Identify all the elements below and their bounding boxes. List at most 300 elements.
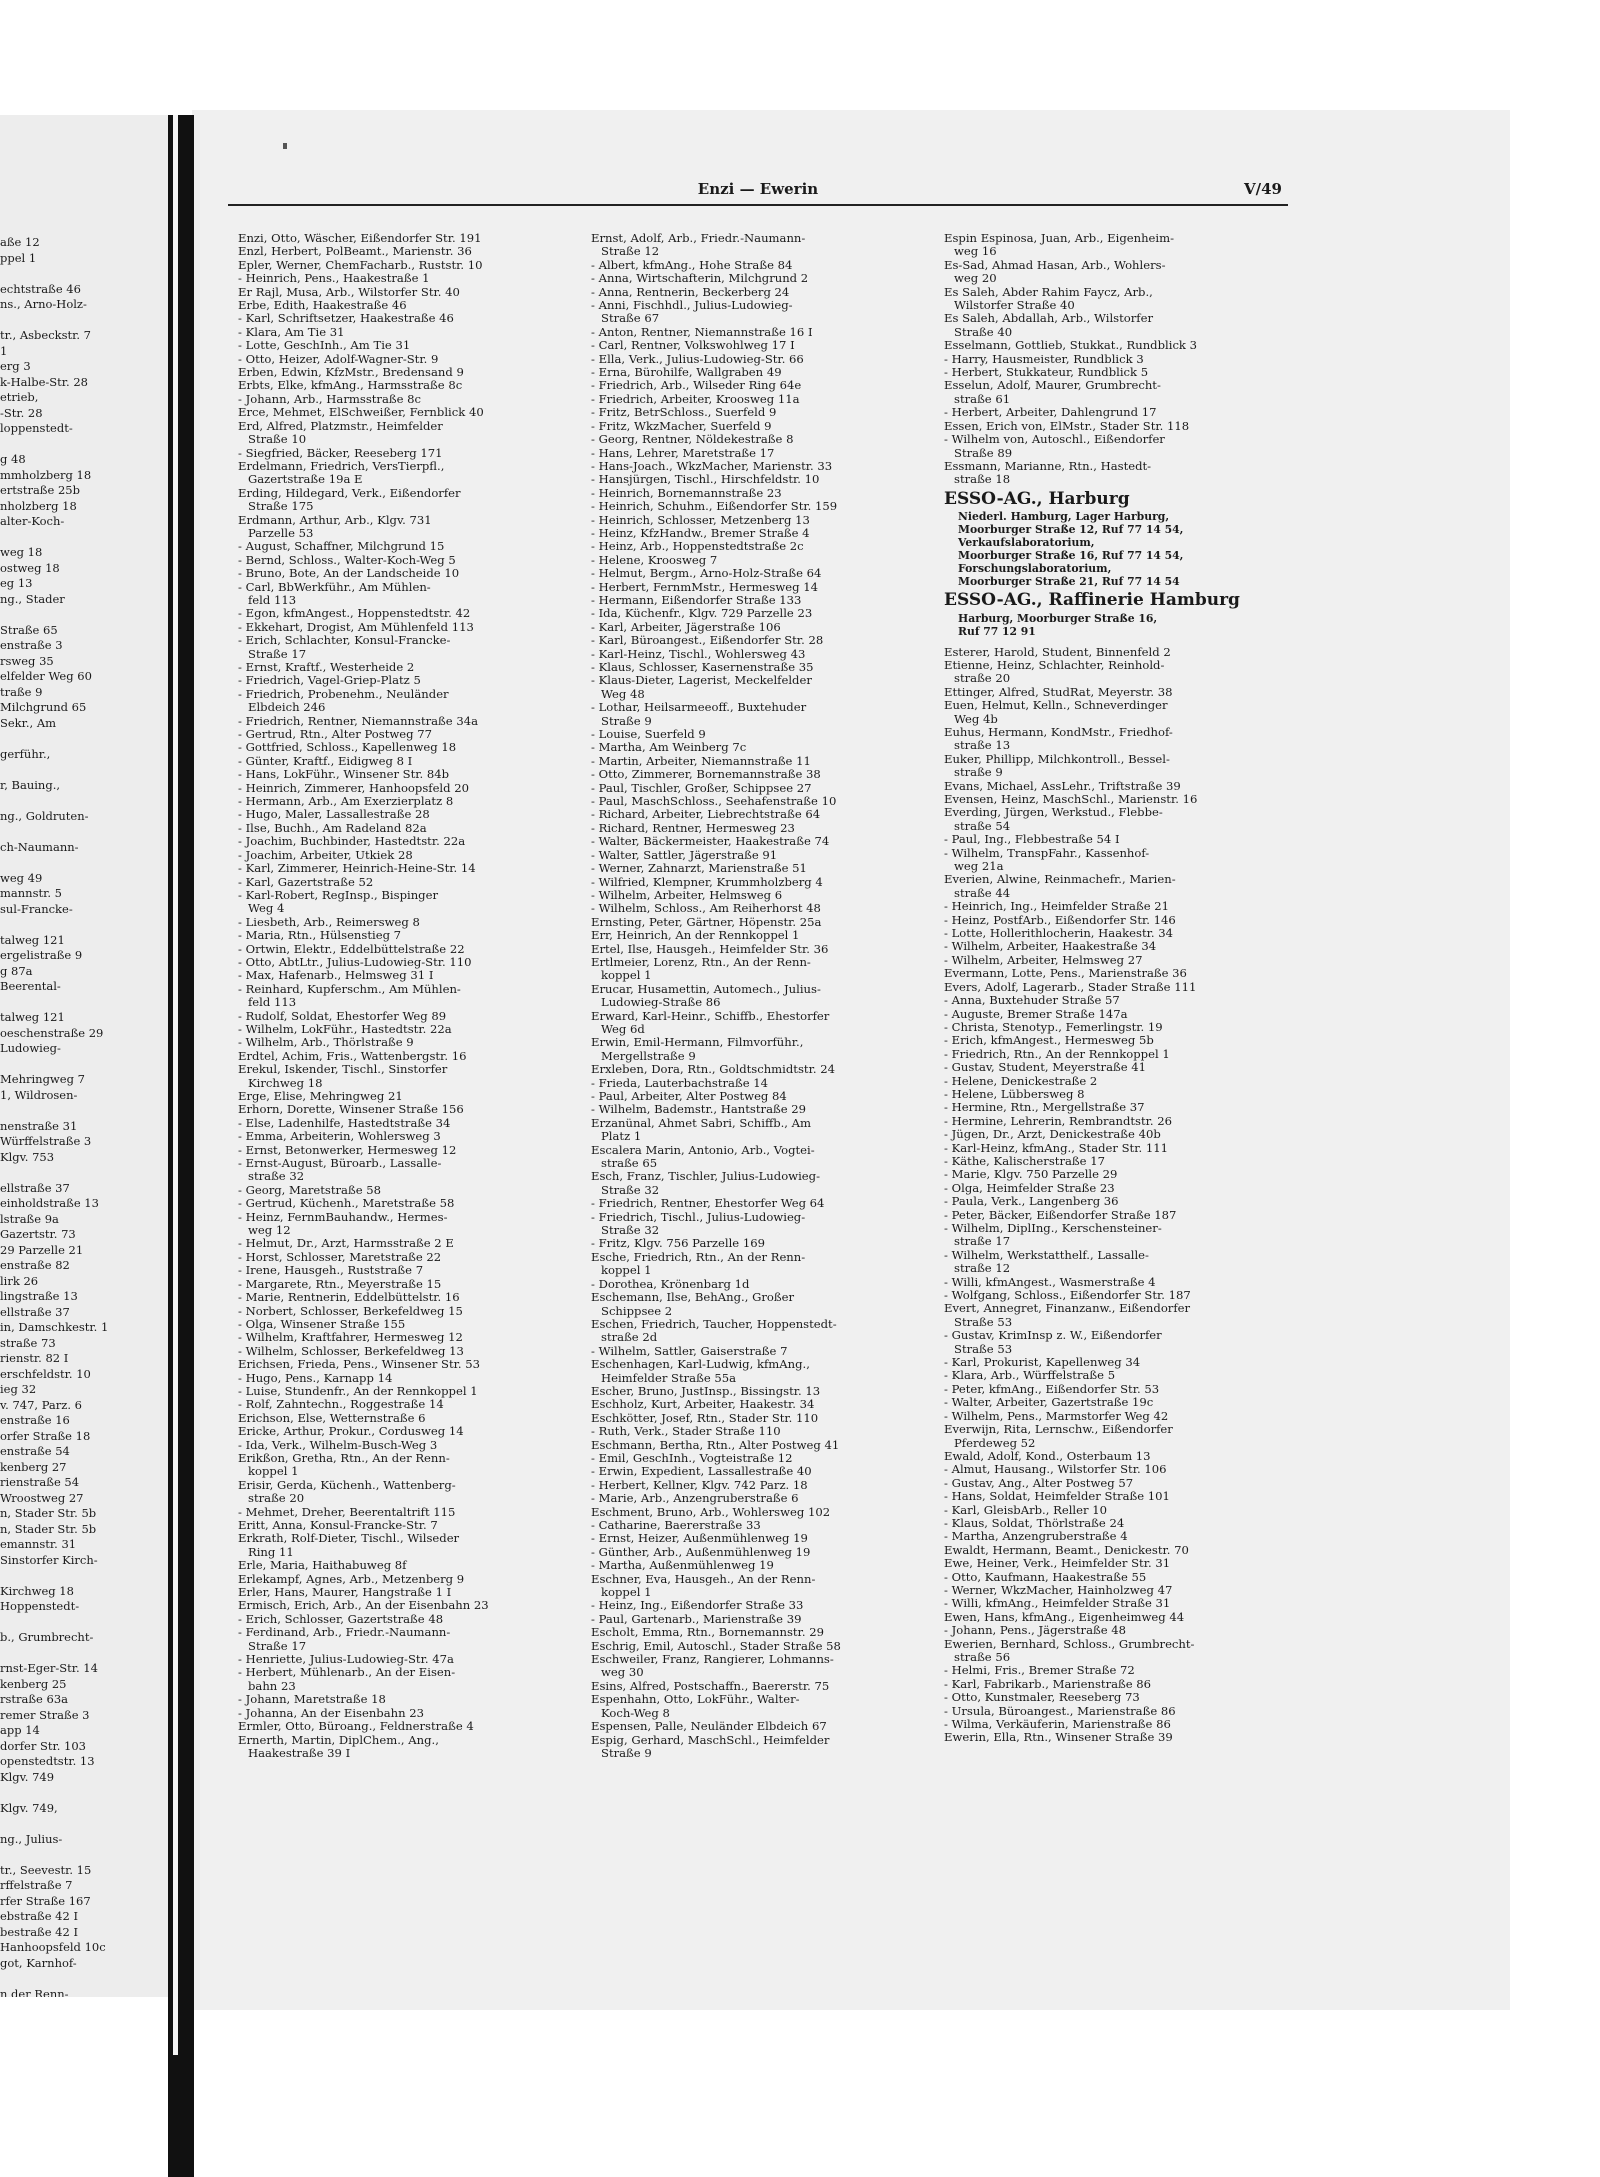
directory-entry-line: Erd, Alfred, Platzmstr., Heimfelder [238,419,443,433]
left-page-line: echtstraße 46 [0,281,81,296]
directory-entry-line: - Lotte, GeschInh., Am Tie 31 [238,339,411,353]
directory-entry-line: straße 54 [954,819,1011,833]
left-page-line: rienstraße 54 [0,1475,80,1489]
left-page-line: tr., Seevestr. 15 [0,1862,92,1877]
left-page-line: Klgv. 753 [0,1149,55,1164]
directory-entry-line: Ewerin, Ella, Rtn., Winsener Straße 39 [944,1731,1173,1745]
directory-entry-line: - Georg, Maretstraße 58 [238,1183,381,1197]
directory-entry-line: - Fritz, BetrSchloss., Suerfeld 9 [591,406,777,420]
directory-entry-line: - Herbert, Mühlenarb., An der Eisen- [238,1666,456,1680]
esso-harburg-heading: ESSO-AG., Harburg [944,488,1130,509]
company-detail-line: Moorburger Straße 12, Ruf 77 14 54, [958,523,1184,537]
directory-entry-line: Eschrig, Emil, Autoschl., Stader Straße 58 [591,1639,841,1653]
directory-entry-line: - Mehmet, Dreher, Beerentaltrift 115 [238,1505,456,1519]
directory-entry-line: Everding, Jürgen, Werkstud., Flebbe- [944,806,1163,820]
directory-entry-line: - Emma, Arbeiterin, Wohlersweg 3 [238,1130,441,1144]
directory-entry-line: - Walter, Bäckermeister, Haakestraße 74 [591,835,830,849]
directory-entry-line: Gazertstraße 19a E [248,473,363,487]
directory-entry-line: - Gottfried, Schloss., Kapellenweg 18 [238,741,457,755]
left-page-line [0,1816,170,1832]
directory-entry-line: Escher, Bruno, JustInsp., Bissingstr. 13 [591,1384,821,1398]
left-page-line [0,1785,170,1801]
directory-entry-line: - Johann, Arb., Harmsstraße 8c [238,392,422,406]
left-page-line: Ludowieg- [0,1041,61,1055]
left-page-line [0,917,170,933]
directory-entry-line: - Heinrich, Zimmerer, Hanhoopsfeld 20 [238,781,469,795]
directory-entry-line: - Hermann, Arb., Am Exerzierplatz 8 [238,795,454,809]
left-page-line [0,824,170,840]
directory-entry-line: - Erna, Bürohilfe, Wallgraben 49 [591,366,782,380]
directory-entry-line: - Herbert, Arbeiter, Dahlengrund 17 [944,406,1157,420]
directory-entry-line: - Johann, Maretstraße 18 [238,1693,386,1707]
directory-entry-line: - Paul, Tischler, Großer, Schippsee 27 [591,781,812,795]
left-page-line [0,855,170,871]
directory-entry-line: - Ernst-August, Büroarb., Lassalle- [238,1157,442,1171]
directory-entry-line: - Werner, WkzMacher, Hainholzweg 47 [944,1583,1173,1597]
directory-entry-line: - Günter, Kraftf., Eidigweg 8 I [238,754,413,768]
directory-entry-line: weg 12 [248,1224,291,1238]
directory-entry-line: - Hans, Lehrer, Maretstraße 17 [591,446,775,460]
directory-entry-line: koppel 1 [601,1264,652,1278]
left-page-line: got, Karnhof- [0,1955,77,1970]
directory-entry-line: - Joachim, Buchbinder, Hastedtstr. 22a [238,835,466,849]
left-page-line: in, Damschkestr. 1 [0,1320,109,1334]
directory-entry-line: straße 56 [954,1651,1011,1664]
directory-entry-line: Esins, Alfred, Postschaffn., Baererstr. 75 [591,1679,830,1693]
directory-entry-line: - Willi, kfmAng., Heimfelder Straße 31 [944,1597,1171,1611]
directory-entry-line: - Emil, GeschInh., Vogteistraße 12 [591,1451,793,1465]
left-page-line: ertstraße 25b [0,483,80,497]
esso-raffinerie-heading: ESSO-AG., Raffinerie Hamburg [944,590,1240,611]
directory-entry-line: - Günther, Arb., Außenmühlenweg 19 [591,1545,811,1559]
directory-entry-line: - Margarete, Rtn., Meyerstraße 15 [238,1277,442,1291]
left-page-line [0,762,170,778]
esso-harburg-details [944,510,1287,588]
directory-entry-line: - Otto, AbtLtr., Julius-Ludowieg-Str. 110 [238,955,472,969]
directory-entry-line: - Wilhelm, DiplIng., Kerschensteiner- [944,1222,1162,1235]
directory-entry-line: - Anna, Rentnerin, Beckerberg 24 [591,285,790,299]
left-page-line: ng., Goldruten- [0,808,89,823]
directory-entry-line: Straße 10 [248,433,307,447]
directory-entry-line: Weg 6d [601,1022,645,1036]
left-page-line [0,313,170,329]
directory-entry-line: - Wilma, Verkäuferin, Marienstraße 86 [944,1718,1171,1732]
directory-entry-line: - Dorothea, Krönenbarg 1d [591,1277,750,1291]
left-page-line: ergelistraße 9 [0,948,83,962]
directory-entry-line: Evert, Annegret, Finanzanw., Eißendorfer [944,1302,1191,1316]
directory-columns [238,232,1288,1760]
directory-entry-line: Straße 175 [248,500,314,514]
directory-entry-line: - Peter, kfmAng., Eißendorfer Str. 53 [944,1382,1160,1396]
directory-entry-line: - Olga, Heimfelder Straße 23 [944,1181,1115,1195]
directory-entry-line: Straße 53 [954,1342,1013,1356]
left-page-line: alter-Koch- [0,514,65,528]
left-page-line: rffelstraße 7 [0,1878,73,1892]
directory-entry-line: - Werner, Zahnarzt, Marienstraße 51 [591,862,807,876]
directory-entry-line: - Wilhelm, Sattler, Gaiserstraße 7 [591,1344,788,1358]
directory-entry-line: Esterer, Harold, Student, Binnenfeld 2 [944,645,1171,659]
directory-entry-line: - Klara, Arb., Würffelstraße 5 [944,1369,1116,1383]
directory-entry-line: Erekul, Iskender, Tischl., Sinstorfer [238,1063,448,1077]
directory-entry-line: - Albert, kfmAng., Hohe Straße 84 [591,258,793,272]
directory-entry-line: - Bruno, Bote, An der Landscheide 10 [238,567,460,581]
directory-entry-line: - Friedrich, Tischl., Julius-Ludowieg- [591,1210,806,1224]
directory-entry-line: Erwin, Emil-Hermann, Filmvorführ., [591,1036,804,1050]
directory-entry-line: bahn 23 [248,1679,296,1693]
directory-entry-line: - Karl, Schriftsetzer, Haakestraße 46 [238,312,454,326]
directory-entry-line: - Friedrich, Rentner, Niemannstraße 34a [238,714,479,728]
directory-entry-line: - Otto, Kunstmaler, Reeseberg 73 [944,1691,1140,1705]
directory-entry-line: - Paula, Verk., Langenberg 36 [944,1195,1119,1209]
directory-entry-line: Erlekampf, Agnes, Arb., Metzenberg 9 [238,1572,465,1586]
directory-entry-line: - Gertrud, Küchenh., Maretstraße 58 [238,1197,455,1211]
left-page-line: erg 3 [0,359,31,373]
directory-entry-line: Escholt, Emma, Rtn., Bornemannstr. 29 [591,1626,824,1640]
directory-entry-line: - Christa, Stenotyp., Femerlingstr. 19 [944,1020,1163,1034]
directory-entry-line: - Wilhelm, Bademstr., Hantstraße 29 [591,1103,807,1117]
directory-entry-line: Etienne, Heinz, Schlachter, Reinhold- [944,658,1165,672]
directory-entry-line: - Friedrich, Probenehm., Neuländer [238,687,449,701]
company-detail-line: Forschungslaboratorium, [958,562,1112,576]
directory-entry-line: - Wilhelm, Arb., Thörlstraße 9 [238,1036,414,1050]
directory-entry-line: Erkrath, Rolf-Dieter, Tischl., Wilseder [238,1532,460,1546]
directory-entry-line: - Ernst, Heizer, Außenmühlenweg 19 [591,1532,808,1546]
page-title: Enzi — Ewerin [697,180,819,198]
directory-entry-line: - Helmut, Dr., Arzt, Harmsstraße 2 E [238,1237,454,1251]
left-page-line: rsweg 35 [0,653,54,668]
book-binding [168,115,194,2177]
directory-entry-line: Enzi, Otto, Wäscher, Eißendorfer Str. 191 [238,232,482,245]
directory-entry-line: Straße 9 [601,1746,652,1760]
directory-entry-line: - Catharine, Baererstraße 33 [591,1519,761,1532]
directory-entry-line: Straße 9 [601,714,652,728]
company-detail-line: Moorburger Straße 21, Ruf 77 14 54 [958,575,1180,589]
directory-entry-line: - Otto, Heizer, Adolf-Wagner-Str. 9 [238,352,439,366]
directory-entry-line: Pferdeweg 52 [954,1436,1036,1450]
directory-entry-line: - Gustav, KrimInsp z. W., Eißendorfer [944,1329,1162,1343]
left-page-line [0,1847,170,1863]
directory-entry-line: - Walter, Sattler, Jägerstraße 91 [591,848,778,862]
directory-entry-line: straße 12 [954,1262,1011,1276]
directory-entry-line: - Hans, Soldat, Heimfelder Straße 101 [944,1490,1170,1504]
directory-entry-line: Erward, Karl-Heinr., Schiffb., Ehestorfer [591,1009,830,1023]
directory-entry-line: Ericke, Arthur, Prokur., Cordusweg 14 [238,1425,464,1439]
directory-entry-line: - Klaus-Dieter, Lagerist, Meckelfelder [591,674,812,688]
directory-entry-line: - Bernd, Schloss., Walter-Koch-Weg 5 [238,553,456,567]
left-page-line: g 87a [0,963,33,978]
directory-entry-line: - Ursula, Büroangest., Marienstraße 86 [944,1704,1176,1718]
left-page-line: tr., Asbeckstr. 7 [0,328,91,342]
directory-entry-line: - Rolf, Zahntechn., Roggestraße 14 [238,1398,444,1412]
directory-entry-line: - Heinrich, Schlosser, Metzenberg 13 [591,513,810,527]
directory-entry-line: straße 20 [954,672,1011,686]
directory-entry-line: weg 16 [954,245,997,259]
directory-entry-line: - Carl, BbWerkführ., Am Mühlen- [238,580,431,594]
left-page-line: ng., Julius- [0,1831,63,1846]
directory-entry-line: straße 65 [601,1157,658,1171]
directory-entry-line: - Friedrich, Vagel-Griep-Platz 5 [238,674,421,688]
left-page-line: enstraße 16 [0,1413,70,1427]
directory-entry-line: Ermler, Otto, Büroang., Feldnerstraße 4 [238,1720,474,1734]
directory-entry-line: - Paul, Gartenarb., Marienstraße 39 [591,1612,802,1626]
directory-entry-line: Eschment, Bruno, Arb., Wohlersweg 102 [591,1505,831,1519]
directory-entry-line: - Erich, Schlosser, Gazertstraße 48 [238,1612,444,1626]
company-detail-line: Harburg, Moorburger Straße 16, [958,611,1158,625]
left-page-line [0,1971,170,1987]
directory-entry-line: Parzelle 53 [248,526,314,540]
directory-entry-line: Euhus, Hermann, KondMstr., Friedhof- [944,725,1173,739]
directory-entry-line: - Richard, Arbeiter, Liebrechtstraße 64 [591,808,821,822]
directory-entry-line: - Martha, Am Weinberg 7c [591,741,747,755]
left-page-line: Straße 65 [0,622,58,637]
directory-entry-line: straße 9 [954,766,1003,780]
directory-entry-line: Eschweiler, Franz, Rangierer, Lohmanns- [591,1653,834,1667]
directory-entry-line: - Richard, Rentner, Hermesweg 23 [591,821,795,835]
directory-entry-line: - Ernst, Kraftf., Westerheide 2 [238,661,415,674]
directory-entry-line: - Helene, Lübbersweg 8 [944,1087,1085,1101]
directory-entry-line: - Ortwin, Elektr., Eddelbüttelstraße 22 [238,942,465,956]
left-page-line: sul-Francke- [0,901,73,916]
directory-entry-line: - Harry, Hausmeister, Rundblick 3 [944,352,1144,366]
directory-entry-line: Erdmann, Arthur, Arb., Klgv. 731 [238,513,432,527]
directory-entry-line: - Ida, Verk., Wilhelm-Busch-Weg 3 [238,1438,438,1452]
left-page-line: ebstraße 42 I [0,1909,79,1923]
directory-entry-line: - Wilhelm, Kraftfahrer, Hermesweg 12 [238,1331,463,1345]
left-page-line [0,1165,170,1181]
directory-entry-line: Er Rajl, Musa, Arb., Wilstorfer Str. 40 [238,285,460,299]
left-page-line: bestraße 42 I [0,1924,79,1939]
directory-entry-line: - Erich, Schlachter, Konsul-Francke- [238,634,451,648]
directory-entry-line: - Wilhelm, Pens., Marmstorfer Weg 42 [944,1409,1169,1423]
left-page-line: app 14 [0,1723,40,1737]
directory-entry-line: Ernsting, Peter, Gärtner, Höpenstr. 25a [591,915,822,929]
directory-entry-line: straße 44 [954,886,1011,900]
left-page-line: weg 18 [0,545,43,559]
directory-entry-line: Ludowieg-Straße 86 [601,996,721,1010]
left-page-line: Mehringweg 7 [0,1072,85,1086]
directory-entry-line: - Käthe, Kalischerstraße 17 [944,1154,1105,1168]
directory-entry-line: - Paul, MaschSchloss., Seehafenstraße 10 [591,795,837,809]
directory-entry-line: Eschemann, Ilse, BehAng., Großer [591,1291,795,1305]
left-page-line: r, Bauing., [0,777,61,792]
directory-entry-line: - Almut, Hausang., Wilstorfer Str. 106 [944,1463,1167,1477]
left-page-line [0,1057,170,1073]
directory-entry-line: - Gustav, Student, Meyerstraße 41 [944,1061,1147,1075]
left-page-line: enstraße 3 [0,638,63,652]
directory-entry-line: straße 18 [954,473,1011,487]
left-page-line: talweg 121 [0,932,65,947]
directory-entry-line: - Wilhelm, Werkstatthelf., Lassalle- [944,1248,1149,1262]
directory-entry-line: Haakestraße 39 I [248,1746,351,1760]
left-page-line: talweg 121 [0,1010,65,1024]
directory-entry-line: - Hermann, Eißendorfer Straße 133 [591,593,802,607]
directory-entry-line: - Ilse, Buchh., Am Radeland 82a [238,821,427,835]
directory-entry-line: feld 113 [248,996,297,1010]
directory-entry-line: - Wilhelm, Arbeiter, Helmsweg 27 [944,953,1143,967]
directory-entry-line: - Helene, Kroosweg 7 [591,553,718,567]
directory-entry-line: weg 20 [954,272,997,286]
directory-entry-line: - Wilhelm, Arbeiter, Haakestraße 34 [944,940,1157,954]
directory-entry-line: - Jügen, Dr., Arzt, Denickestraße 40b [944,1128,1161,1142]
left-page-text [0,235,170,1997]
directory-entry-line: - Klaus, Schlosser, Kasernenstraße 35 [591,661,814,674]
directory-entry-line: Es Saleh, Abdallah, Arb., Wilstorfer [944,312,1153,326]
directory-entry-line: - Friedrich, Arbeiter, Kroosweg 11a [591,392,800,406]
left-page-line [0,266,170,282]
left-page-line [0,1646,170,1662]
directory-entry-line: - Gertrud, Rtn., Alter Postweg 77 [238,728,433,742]
directory-entry-line: - Karl, Büroangest., Eißendorfer Str. 28 [591,634,824,648]
left-page-line: 1 [0,343,8,358]
page-header [228,178,1288,206]
directory-entry-line: Evans, Michael, AssLehr., Triftstraße 39 [944,779,1181,793]
directory-entry-line: straße 17 [954,1235,1011,1249]
left-page-line: elfelder Weg 60 [0,669,92,683]
left-page-line: weg 49 [0,870,43,885]
column-3 [944,232,1287,1760]
directory-entry-line: - Ekkehart, Drogist, Am Mühlenfeld 113 [238,620,474,634]
directory-entry-line: feld 113 [248,593,297,607]
directory-entry-line: - Herbert, FernmMstr., Hermesweg 14 [591,580,819,594]
company-detail-line: Niederl. Hamburg, Lager Harburg, [958,510,1170,524]
directory-entry-line: - Friedrich, Rentner, Ehestorfer Weg 64 [591,1197,825,1211]
directory-entry-line: Weg 48 [601,687,645,701]
directory-entry-line: - Johanna, An der Eisenbahn 23 [238,1706,425,1720]
directory-entry-line: - Gustav, Ang., Alter Postweg 57 [944,1476,1134,1490]
directory-entry-line: Kirchweg 18 [248,1076,323,1090]
directory-entry-line: Ring 11 [248,1545,294,1559]
directory-entry-line: - Georg, Rentner, Nöldekestraße 8 [591,433,794,447]
directory-entry-line: - Ruth, Verk., Stader Straße 110 [591,1425,781,1439]
directory-entry-line: - Friedrich, Rtn., An der Rennkoppel 1 [944,1047,1170,1061]
directory-entry-line: Epler, Werner, ChemFacharb., Ruststr. 10 [238,258,483,272]
directory-entry-line: - Karl-Heinz, Tischl., Wohlersweg 43 [591,647,806,661]
left-page-line: etrieb, [0,390,39,404]
directory-entry-line: Escalera Marin, Antonio, Arb., Vogtei- [591,1143,815,1157]
directory-entry-line: Erhorn, Dorette, Winsener Straße 156 [238,1103,464,1117]
left-page-line: Klgv. 749 [0,1769,55,1784]
directory-entry-line: Esche, Friedrich, Rtn., An der Renn- [591,1250,806,1264]
left-page-line: ieg 32 [0,1382,37,1396]
directory-entry-line: - Carl, Rentner, Volkswohlweg 17 I [591,339,795,353]
directory-entry-line: Straße 89 [954,446,1013,460]
left-page-line: ostweg 18 [0,560,60,575]
directory-entry-line: Ettinger, Alfred, StudRat, Meyerstr. 38 [944,685,1173,699]
directory-entry-line: Erge, Elise, Mehringweg 21 [238,1090,403,1103]
directory-entry-line: Straße 17 [248,1639,307,1653]
left-page-line: g 48 [0,452,26,466]
directory-entry-line: - Heinrich, Bornemannstraße 23 [591,486,782,500]
directory-entry-line: Enzl, Herbert, PolBeamt., Marienstr. 36 [238,245,472,259]
directory-entry-line: Ertel, Ilse, Hausgeh., Heimfelder Str. 36 [591,942,829,956]
directory-entry-line: - Marie, Klgv. 750 Parzelle 29 [944,1168,1118,1182]
left-page-line: ppel 1 [0,250,37,265]
left-page-line [0,1568,170,1584]
directory-entry-line: Erler, Hans, Maurer, Hangstraße 1 I [238,1586,452,1600]
left-page-line [0,607,170,623]
company-detail-line: Verkaufslaboratorium, [958,536,1095,550]
directory-entry-line: Everwijn, Rita, Lernschw., Eißendorfer [944,1423,1173,1437]
left-page-line: lstraße 9a [0,1211,59,1226]
directory-entry-line: - Hansjürgen, Tischl., Hirschfeldstr. 10 [591,473,820,487]
directory-entry-line: Erucar, Husamettin, Automech., Julius- [591,982,821,996]
left-page-line: lingstraße 13 [0,1289,78,1303]
directory-entry-line: Ernst, Adolf, Arb., Friedr.-Naumann- [591,232,806,245]
left-page-line: loppenstedt- [0,421,73,435]
directory-entry-line: Eschholz, Kurt, Arbeiter, Haakestr. 34 [591,1398,815,1412]
directory-entry-line: - Karl, GleisbArb., Reller 10 [944,1503,1107,1517]
directory-entry-line: Espin Espinosa, Juan, Arb., Eigenheim- [944,232,1175,245]
directory-entry-line: - Anni, Fischhdl., Julius-Ludowieg- [591,299,793,313]
directory-entry-line: Erikßon, Gretha, Rtn., An der Renn- [238,1451,450,1465]
directory-entry-line: Esselmann, Gottlieb, Stukkat., Rundblick 3 [944,339,1198,353]
left-page-line [0,793,170,809]
left-page-line: nenstraße 31 [0,1118,78,1133]
left-page-line: enstraße 82 [0,1258,70,1272]
directory-entry-line: - Karl, Zimmerer, Heinrich-Heine-Str. 14 [238,862,476,876]
directory-entry-line: - Wolfgang, Schloss., Eißendorfer Str. 187 [944,1289,1191,1303]
left-page-line: orfer Straße 18 [0,1428,91,1443]
directory-entry-line: Elbdeich 246 [248,701,326,715]
left-page-line: ng., Stader [0,591,65,606]
directory-entry-line: Erisir, Gerda, Küchenh., Wattenberg- [238,1478,456,1492]
directory-entry-line: Ewe, Heiner, Verk., Heimfelder Str. 31 [944,1557,1171,1571]
directory-entry-line: - Wilfried, Klempner, Krummholzberg 4 [591,875,823,889]
directory-entry-line: - Louise, Suerfeld 9 [591,728,706,742]
directory-entry-line: - Ferdinand, Arb., Friedr.-Naumann- [238,1626,451,1640]
directory-entry-line: - Ella, Verk., Julius-Ludowieg-Str. 66 [591,352,804,366]
left-page-line: eg 13 [0,576,33,590]
left-page-line: -Str. 28 [0,405,43,420]
directory-entry-line: Erding, Hildegard, Verk., Eißendorfer [238,486,461,500]
directory-entry-line: Ewald, Adolf, Kond., Osterbaum 13 [944,1449,1151,1463]
directory-entry-line: Eschmann, Bertha, Rtn., Alter Postweg 41 [591,1438,840,1452]
directory-entry-line: Esch, Franz, Tischler, Julius-Ludowieg- [591,1170,821,1184]
directory-entry-line: weg 21a [954,860,1004,874]
left-page-line: emannstr. 31 [0,1537,77,1551]
directory-entry-line: Erbts, Elke, kfmAng., Harmsstraße 8c [238,379,463,393]
directory-entry-line: Erxleben, Dora, Rtn., Goldtschmidtstr. 24 [591,1063,835,1077]
left-page-line [0,1103,170,1119]
directory-entry-line: - Luise, Stundenfr., An der Rennkoppel 1 [238,1384,478,1398]
left-page-line: dorfer Str. 103 [0,1738,86,1753]
directory-entry-line: - Heinrich, Schuhm., Eißendorfer Str. 159 [591,500,838,514]
directory-entry-line: - Wilhelm, LokFühr., Hastedtstr. 22a [238,1022,452,1036]
directory-entry-line: - Joachim, Arbeiter, Utkiek 28 [238,848,413,862]
directory-entry-line: - Martin, Arbeiter, Niemannstraße 11 [591,754,811,768]
directory-entry-line: - Heinz, KfzHandw., Bremer Straße 4 [591,526,810,540]
directory-entry-line: - Hugo, Pens., Karnapp 14 [238,1371,393,1385]
directory-entry-line: Espensen, Palle, Neuländer Elbdeich 67 [591,1720,827,1734]
directory-entry-line: - Karl, Fabrikarb., Marienstraße 86 [944,1677,1152,1691]
directory-entry-line: Eschner, Eva, Hausgeh., An der Renn- [591,1572,816,1586]
directory-entry-line: - Martha, Außenmühlenweg 19 [591,1559,774,1573]
directory-entry-line: Ewen, Hans, kfmAng., Eigenheimweg 44 [944,1610,1185,1624]
directory-entry-line: - August, Schaffner, Milchgrund 15 [238,540,445,554]
left-page-line: oeschenstraße 29 [0,1025,104,1040]
left-page-line: nholzberg 18 [0,498,77,513]
directory-entry-line: Es-Sad, Ahmad Hasan, Arb., Wohlers- [944,258,1166,272]
directory-entry-line: Evers, Adolf, Lagerarb., Stader Straße 111 [944,980,1197,994]
binding-edge [173,115,178,2055]
directory-entry-line: Essmann, Marianne, Rtn., Hastedt- [944,459,1152,473]
directory-entry-line: Ernerth, Martin, DiplChem., Ang., [238,1733,439,1747]
directory-entry-line: Esselun, Adolf, Maurer, Grumbrecht- [944,379,1161,393]
directory-entry-line: - Maria, Rtn., Hülsenstieg 7 [238,929,402,943]
left-page-line: aße 12 [0,235,40,249]
directory-entry-line: Erdtel, Achim, Fris., Wattenbergstr. 16 [238,1049,467,1063]
directory-entry-line: Err, Heinrich, An der Rennkoppel 1 [591,929,800,943]
